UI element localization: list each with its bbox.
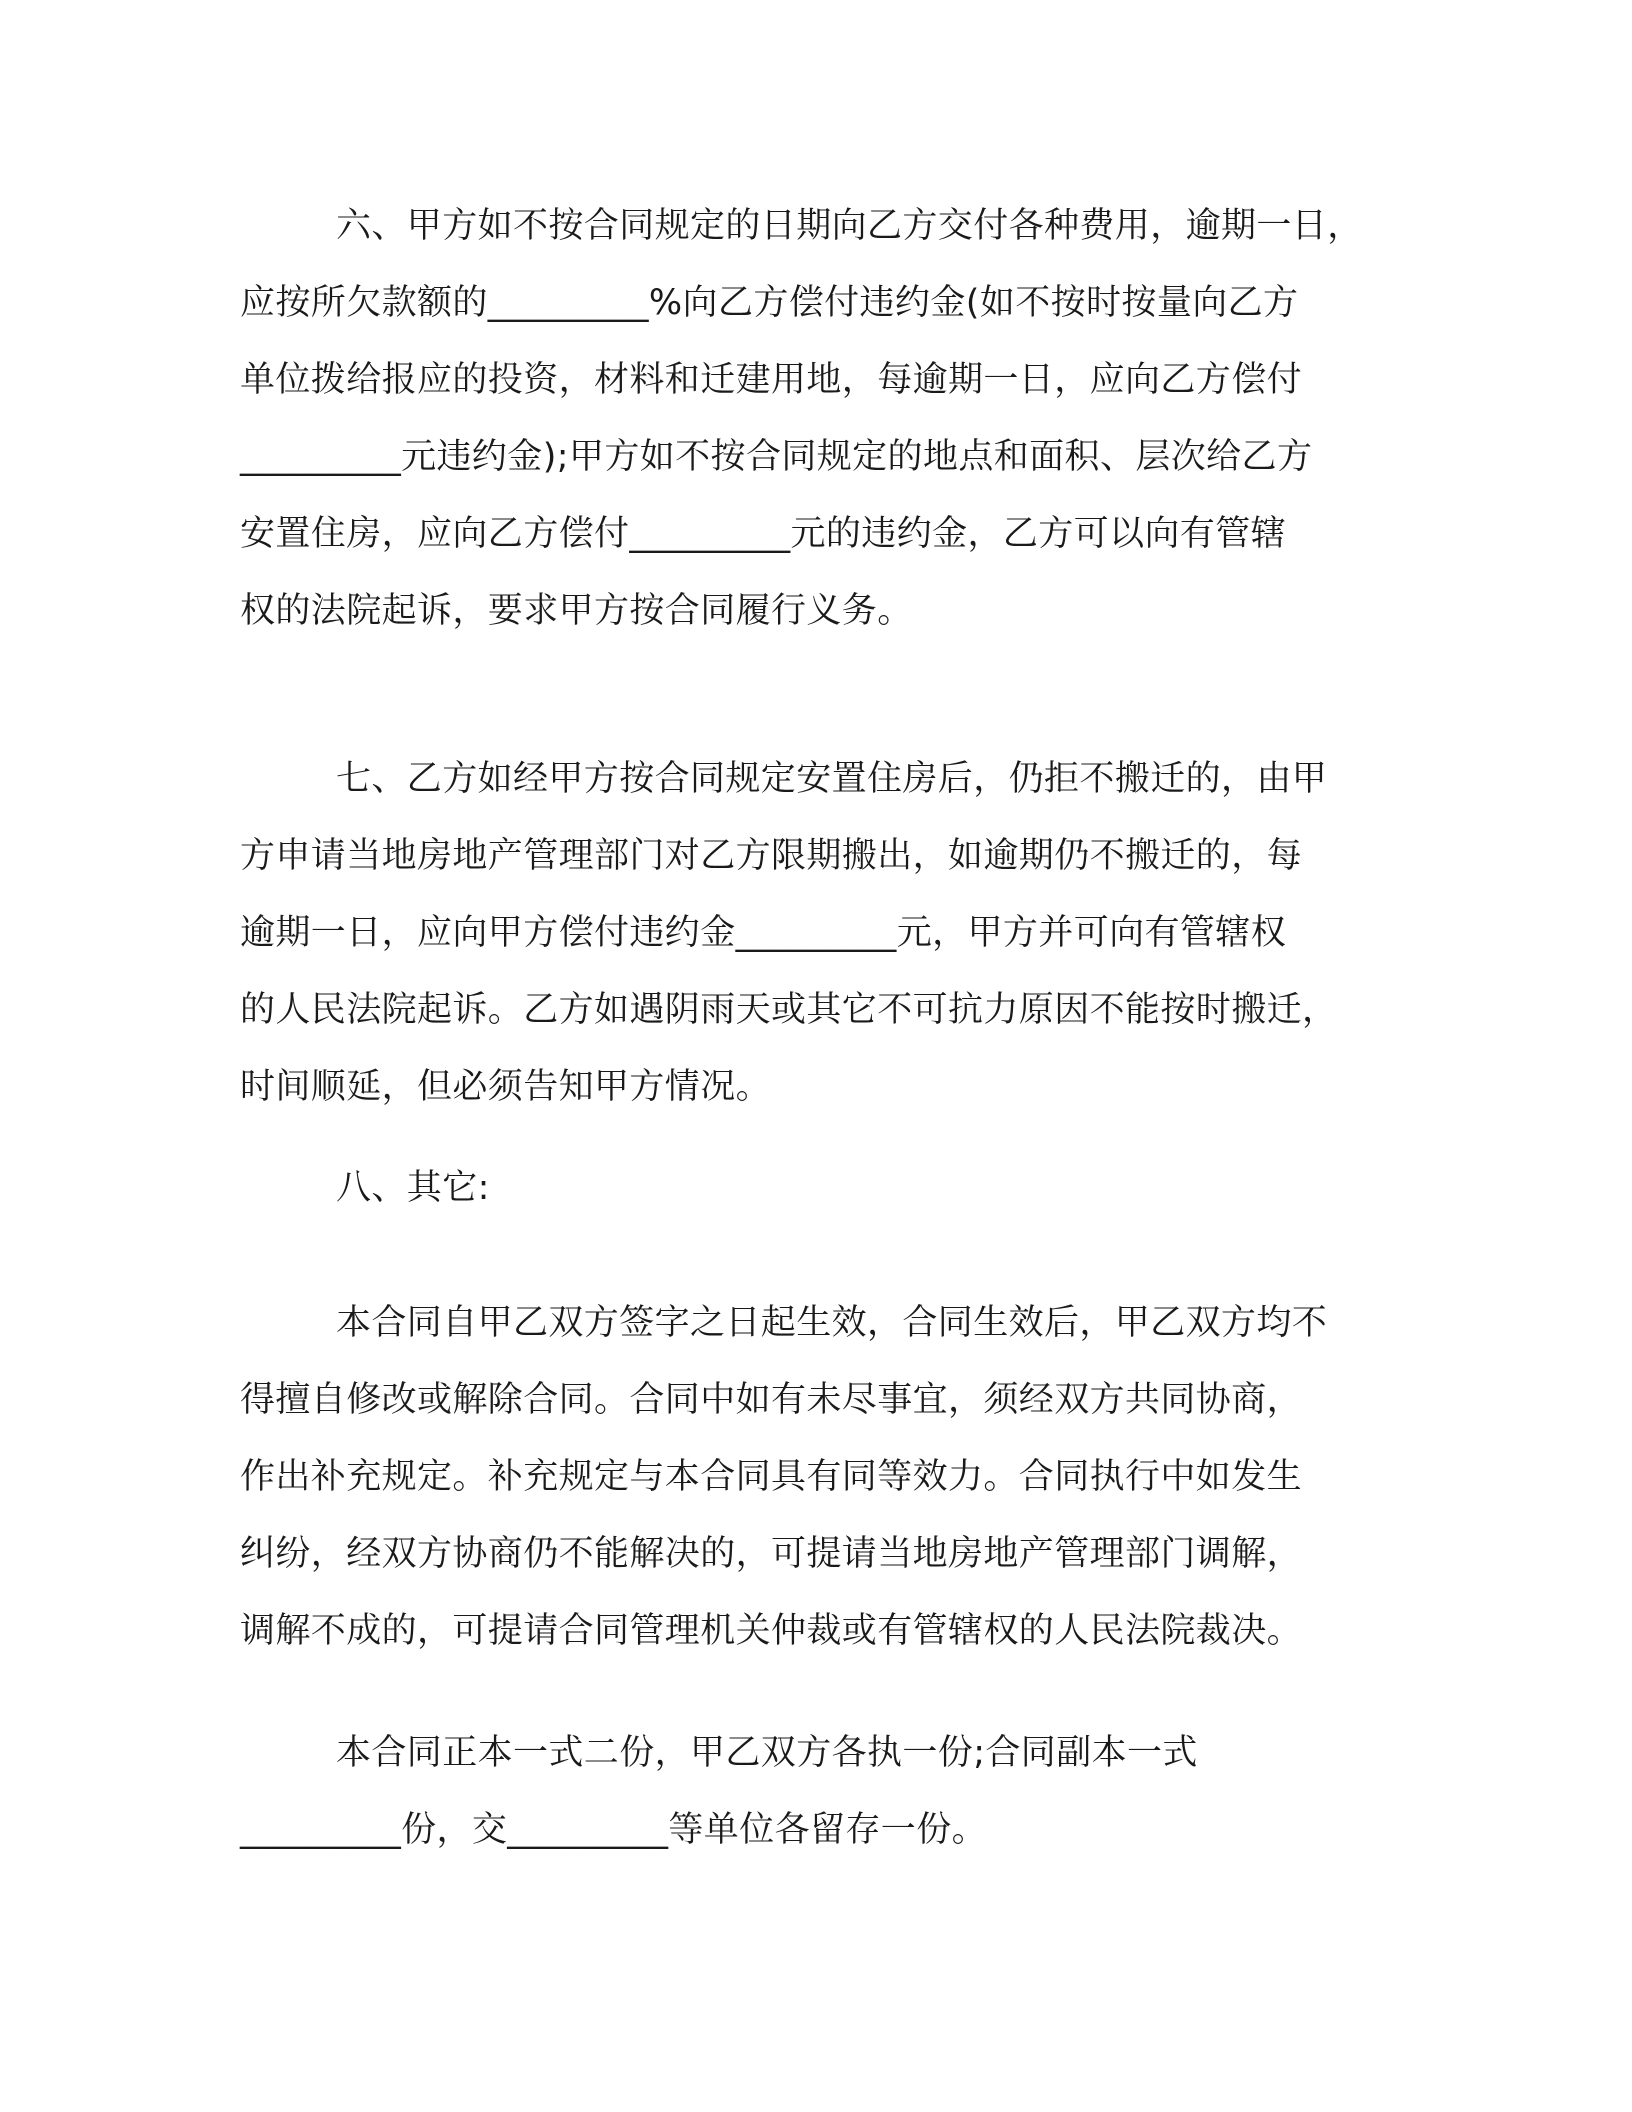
clause-8-copies-paragraph bbox=[240, 1715, 1410, 1869]
clause-6-paragraph bbox=[240, 188, 1410, 650]
paragraph-line: 六、甲方如不按合同规定的日期向乙方交付各种费用，逾期一日， bbox=[336, 206, 1363, 246]
paragraph-line: 的人民法院起诉。乙方如遇阴雨天或其它不可抗力原因不能按时搬迁， bbox=[240, 990, 1338, 1030]
paragraph-line: 权的法院起诉，要求甲方按合同履行义务。 bbox=[240, 591, 913, 631]
paragraph-line: 方申请当地房地产管理部门对乙方限期搬出，如逾期仍不搬迁的，每 bbox=[240, 836, 1303, 876]
paragraph-line: _________份，交_________等单位各留存一份。 bbox=[240, 1810, 988, 1850]
paragraph-line: 应按所欠款额的_________%向乙方偿付违约金(如不按时按量向乙方 bbox=[240, 283, 1299, 323]
paragraph-line: 得擅自修改或解除合同。合同中如有未尽事宜，须经双方共同协商， bbox=[240, 1380, 1303, 1420]
paragraph-line: 纠纷，经双方协商仍不能解决的，可提请当地房地产管理部门调解， bbox=[240, 1534, 1303, 1574]
document-body bbox=[240, 188, 1410, 1869]
paragraph-line: 逾期一日，应向甲方偿付违约金_________元，甲方并可向有管辖权 bbox=[240, 913, 1287, 953]
paragraph-line: 本合同自甲乙双方签字之日起生效，合同生效后，甲乙双方均不 bbox=[336, 1303, 1328, 1343]
paragraph-line: 本合同正本一式二份，甲乙双方各执一份;合同副本一式 bbox=[336, 1733, 1198, 1773]
clause-8-effect-paragraph bbox=[240, 1285, 1410, 1670]
paragraph-line: 七、乙方如经甲方按合同规定安置住房后，仍拒不搬迁的，由甲 bbox=[336, 759, 1328, 799]
clause-7-paragraph bbox=[240, 741, 1410, 1126]
paragraph-line: 调解不成的，可提请合同管理机关仲裁或有管辖权的人民法院裁决。 bbox=[240, 1611, 1303, 1651]
clause-8-heading bbox=[240, 1150, 1410, 1227]
paragraph-line: 时间顺延，但必须告知甲方情况。 bbox=[240, 1067, 772, 1107]
paragraph-line: _________元违约金);甲方如不按合同规定的地点和面积、层次给乙方 bbox=[240, 437, 1313, 477]
paragraph-line: 安置住房，应向乙方偿付_________元的违约金，乙方可以向有管辖 bbox=[240, 514, 1287, 554]
section-heading: 八、其它: bbox=[336, 1168, 490, 1208]
paragraph-line: 作出补充规定。补充规定与本合同具有同等效力。合同执行中如发生 bbox=[240, 1457, 1303, 1497]
paragraph-line: 单位拨给报应的投资，材料和迁建用地，每逾期一日，应向乙方偿付 bbox=[240, 360, 1303, 400]
